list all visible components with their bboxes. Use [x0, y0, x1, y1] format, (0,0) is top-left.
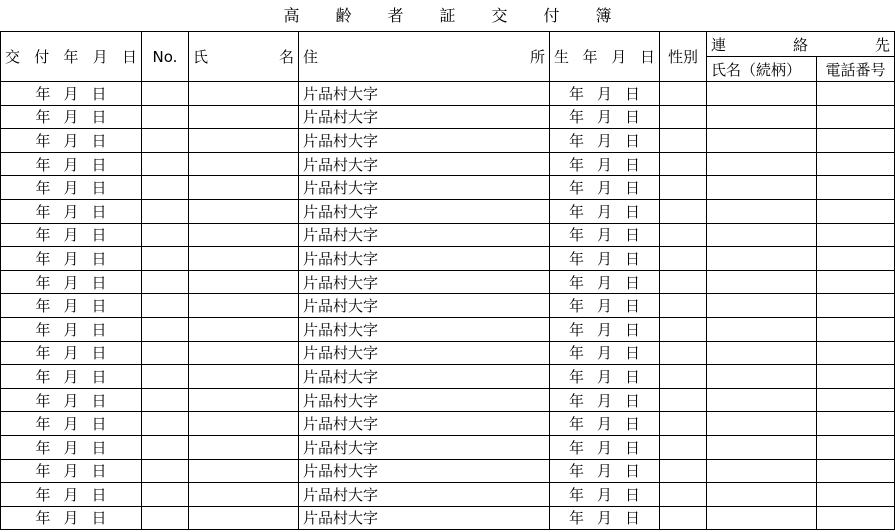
address-cell[interactable]: 片品村大字	[299, 412, 550, 436]
address-cell[interactable]: 片品村大字	[299, 365, 550, 389]
birth-date-cell[interactable]: 年 月 日	[550, 435, 660, 459]
no-cell[interactable]	[142, 247, 189, 271]
sex-cell[interactable]	[660, 459, 707, 483]
name-cell[interactable]	[189, 247, 299, 271]
name-cell[interactable]	[189, 459, 299, 483]
contact-name-cell[interactable]	[707, 129, 817, 153]
contact-name-cell[interactable]	[707, 341, 817, 365]
contact-phone-cell[interactable]	[817, 435, 895, 459]
sex-cell[interactable]	[660, 247, 707, 271]
name-cell[interactable]	[189, 435, 299, 459]
no-cell[interactable]	[142, 270, 189, 294]
table-row	[1, 270, 895, 294]
contact-name-cell[interactable]	[707, 270, 817, 294]
contact-name-cell[interactable]	[707, 199, 817, 223]
no-cell[interactable]	[142, 223, 189, 247]
birth-date-cell[interactable]: 年 月 日	[550, 506, 660, 530]
table-row	[1, 176, 895, 200]
table-row	[1, 223, 895, 247]
no-cell[interactable]	[142, 199, 189, 223]
contact-phone-cell[interactable]	[817, 82, 895, 106]
address-cell[interactable]: 片品村大字	[299, 152, 550, 176]
contact-phone-cell[interactable]	[817, 294, 895, 318]
birth-date-cell[interactable]: 年 月 日	[550, 317, 660, 341]
issue-date-cell[interactable]: 年 月 日	[1, 176, 142, 200]
sex-cell[interactable]	[660, 435, 707, 459]
birth-date-cell[interactable]: 年 月 日	[550, 459, 660, 483]
title-char: 齢	[335, 5, 352, 25]
birth-date-cell[interactable]: 年 月 日	[550, 152, 660, 176]
contact-name-cell[interactable]	[707, 459, 817, 483]
birth-date-cell[interactable]: 年 月 日	[550, 129, 660, 153]
birth-date-cell[interactable]: 年 月 日	[550, 270, 660, 294]
name-cell[interactable]	[189, 365, 299, 389]
contact-phone-cell[interactable]	[817, 412, 895, 436]
table-row	[1, 105, 895, 129]
sex-cell[interactable]	[660, 199, 707, 223]
no-cell[interactable]	[142, 105, 189, 129]
sex-cell[interactable]	[660, 129, 707, 153]
table-row	[1, 483, 895, 507]
table-row	[1, 365, 895, 389]
contact-phone-cell[interactable]	[817, 459, 895, 483]
sex-cell[interactable]	[660, 82, 707, 106]
birth-date-cell[interactable]: 年 月 日	[550, 176, 660, 200]
table-row	[1, 435, 895, 459]
birth-date-cell[interactable]: 年 月 日	[550, 223, 660, 247]
no-cell[interactable]	[142, 341, 189, 365]
birth-date-cell[interactable]: 年 月 日	[550, 199, 660, 223]
issue-date-cell[interactable]: 年 月 日	[1, 152, 142, 176]
no-cell[interactable]	[142, 152, 189, 176]
contact-phone-cell[interactable]	[817, 199, 895, 223]
no-cell[interactable]	[142, 365, 189, 389]
title-char: 者	[387, 5, 404, 25]
sex-cell[interactable]	[660, 152, 707, 176]
name-cell[interactable]	[189, 388, 299, 412]
no-cell[interactable]	[142, 412, 189, 436]
issue-date-cell[interactable]: 年 月 日	[1, 82, 142, 106]
birth-date-cell[interactable]: 年 月 日	[550, 105, 660, 129]
sex-cell[interactable]	[660, 270, 707, 294]
table-row	[1, 388, 895, 412]
no-cell[interactable]	[142, 294, 189, 318]
table-row	[1, 247, 895, 271]
table-row	[1, 341, 895, 365]
issue-date-cell[interactable]: 年 月 日	[1, 483, 142, 507]
issue-date-cell[interactable]: 年 月 日	[1, 247, 142, 271]
birth-date-cell[interactable]: 年 月 日	[550, 341, 660, 365]
address-cell[interactable]: 片品村大字	[299, 483, 550, 507]
table-row	[1, 129, 895, 153]
address-cell[interactable]: 片品村大字	[299, 459, 550, 483]
sex-cell[interactable]	[660, 176, 707, 200]
issue-date-cell[interactable]: 年 月 日	[1, 388, 142, 412]
table-row	[1, 317, 895, 341]
issue-date-cell[interactable]: 年 月 日	[1, 294, 142, 318]
birth-date-cell[interactable]: 年 月 日	[550, 365, 660, 389]
title-char: 簿	[595, 5, 612, 25]
name-cell[interactable]	[189, 270, 299, 294]
name-cell[interactable]	[189, 176, 299, 200]
address-cell[interactable]: 片品村大字	[299, 223, 550, 247]
name-cell[interactable]	[189, 294, 299, 318]
birth-date-cell[interactable]: 年 月 日	[550, 388, 660, 412]
name-cell[interactable]	[189, 506, 299, 530]
table-row	[1, 459, 895, 483]
contact-phone-cell[interactable]	[817, 270, 895, 294]
issue-date-cell[interactable]: 年 月 日	[1, 435, 142, 459]
address-cell[interactable]: 片品村大字	[299, 435, 550, 459]
birth-date-cell[interactable]: 年 月 日	[550, 483, 660, 507]
table-row	[1, 294, 895, 318]
address-cell[interactable]: 片品村大字	[299, 247, 550, 271]
address-cell[interactable]: 片品村大字	[299, 388, 550, 412]
contact-name-cell[interactable]	[707, 223, 817, 247]
title-char: 証	[439, 5, 456, 25]
sex-cell[interactable]	[660, 412, 707, 436]
sex-cell[interactable]	[660, 105, 707, 129]
birth-date-cell[interactable]: 年 月 日	[550, 412, 660, 436]
no-cell[interactable]	[142, 506, 189, 530]
header-name: 氏 名	[189, 32, 299, 82]
address-cell[interactable]: 片品村大字	[299, 199, 550, 223]
no-cell[interactable]	[142, 483, 189, 507]
contact-name-cell[interactable]	[707, 247, 817, 271]
issue-date-cell[interactable]: 年 月 日	[1, 270, 142, 294]
contact-name-cell[interactable]	[707, 294, 817, 318]
contact-phone-cell[interactable]	[817, 152, 895, 176]
contact-phone-cell[interactable]	[817, 247, 895, 271]
birth-date-cell[interactable]: 年 月 日	[550, 82, 660, 106]
issue-date-cell[interactable]: 年 月 日	[1, 129, 142, 153]
contact-phone-cell[interactable]	[817, 388, 895, 412]
table-row	[1, 412, 895, 436]
name-cell[interactable]	[189, 223, 299, 247]
contact-phone-cell[interactable]	[817, 483, 895, 507]
address-cell[interactable]: 片品村大字	[299, 82, 550, 106]
name-cell[interactable]	[189, 341, 299, 365]
contact-name-cell[interactable]	[707, 506, 817, 530]
sex-cell[interactable]	[660, 294, 707, 318]
issue-date-cell[interactable]: 年 月 日	[1, 412, 142, 436]
contact-name-cell[interactable]	[707, 176, 817, 200]
name-cell[interactable]	[189, 82, 299, 106]
address-cell[interactable]: 片品村大字	[299, 341, 550, 365]
contact-phone-cell[interactable]	[817, 223, 895, 247]
address-cell[interactable]: 片品村大字	[299, 129, 550, 153]
address-cell[interactable]: 片品村大字	[299, 176, 550, 200]
table-row	[1, 82, 895, 106]
address-cell[interactable]: 片品村大字	[299, 317, 550, 341]
sex-cell[interactable]	[660, 365, 707, 389]
no-cell[interactable]	[142, 176, 189, 200]
address-cell[interactable]: 片品村大字	[299, 294, 550, 318]
no-cell[interactable]	[142, 435, 189, 459]
title-char: 高	[283, 5, 300, 25]
title-char: 付	[543, 5, 560, 25]
header-no: No.	[142, 32, 189, 82]
contact-phone-cell[interactable]	[817, 365, 895, 389]
address-cell[interactable]: 片品村大字	[299, 105, 550, 129]
table-row	[1, 199, 895, 223]
no-cell[interactable]	[142, 82, 189, 106]
birth-date-cell[interactable]: 年 月 日	[550, 247, 660, 271]
header-contact-name: 氏名（続柄）	[707, 57, 817, 82]
issue-date-cell[interactable]: 年 月 日	[1, 459, 142, 483]
name-cell[interactable]	[189, 199, 299, 223]
issue-date-cell[interactable]: 年 月 日	[1, 199, 142, 223]
issue-date-cell[interactable]: 年 月 日	[1, 317, 142, 341]
contact-name-cell[interactable]	[707, 388, 817, 412]
contact-name-cell[interactable]	[707, 483, 817, 507]
no-cell[interactable]	[142, 317, 189, 341]
contact-phone-cell[interactable]	[817, 317, 895, 341]
contact-name-cell[interactable]	[707, 365, 817, 389]
contact-name-cell[interactable]	[707, 152, 817, 176]
name-cell[interactable]	[189, 317, 299, 341]
no-cell[interactable]	[142, 388, 189, 412]
sex-cell[interactable]	[660, 317, 707, 341]
contact-phone-cell[interactable]	[817, 129, 895, 153]
sex-cell[interactable]	[660, 223, 707, 247]
issue-date-cell[interactable]: 年 月 日	[1, 341, 142, 365]
contact-name-cell[interactable]	[707, 317, 817, 341]
name-cell[interactable]	[189, 129, 299, 153]
header-sex: 性別	[660, 32, 707, 82]
page-title	[0, 0, 895, 28]
contact-name-cell[interactable]	[707, 412, 817, 436]
no-cell[interactable]	[142, 459, 189, 483]
issue-date-cell[interactable]: 年 月 日	[1, 105, 142, 129]
ledger-table	[0, 31, 895, 530]
name-cell[interactable]	[189, 483, 299, 507]
contact-phone-cell[interactable]	[817, 506, 895, 530]
table-row	[1, 152, 895, 176]
contact-phone-cell[interactable]	[817, 341, 895, 365]
address-cell[interactable]: 片品村大字	[299, 506, 550, 530]
name-cell[interactable]	[189, 412, 299, 436]
contact-name-cell[interactable]	[707, 82, 817, 106]
header-contact-phone: 電話番号	[817, 57, 895, 82]
table-row	[1, 506, 895, 530]
issue-date-cell[interactable]: 年 月 日	[1, 365, 142, 389]
sex-cell[interactable]	[660, 388, 707, 412]
contact-name-cell[interactable]	[707, 105, 817, 129]
issue-date-cell[interactable]: 年 月 日	[1, 223, 142, 247]
address-cell[interactable]: 片品村大字	[299, 270, 550, 294]
header-contact: 連 絡 先	[707, 32, 895, 57]
contact-phone-cell[interactable]	[817, 105, 895, 129]
contact-name-cell[interactable]	[707, 435, 817, 459]
issue-date-cell[interactable]: 年 月 日	[1, 506, 142, 530]
no-cell[interactable]	[142, 129, 189, 153]
contact-phone-cell[interactable]	[817, 176, 895, 200]
sex-cell[interactable]	[660, 483, 707, 507]
sex-cell[interactable]	[660, 341, 707, 365]
header-issue-date: 交 付 年 月 日	[1, 32, 142, 82]
sex-cell[interactable]	[660, 506, 707, 530]
title-char: 交	[491, 5, 508, 25]
name-cell[interactable]	[189, 152, 299, 176]
name-cell[interactable]	[189, 105, 299, 129]
birth-date-cell[interactable]: 年 月 日	[550, 294, 660, 318]
header-address: 住 所	[299, 32, 550, 82]
header-birth-date: 生 年 月 日	[550, 32, 660, 82]
